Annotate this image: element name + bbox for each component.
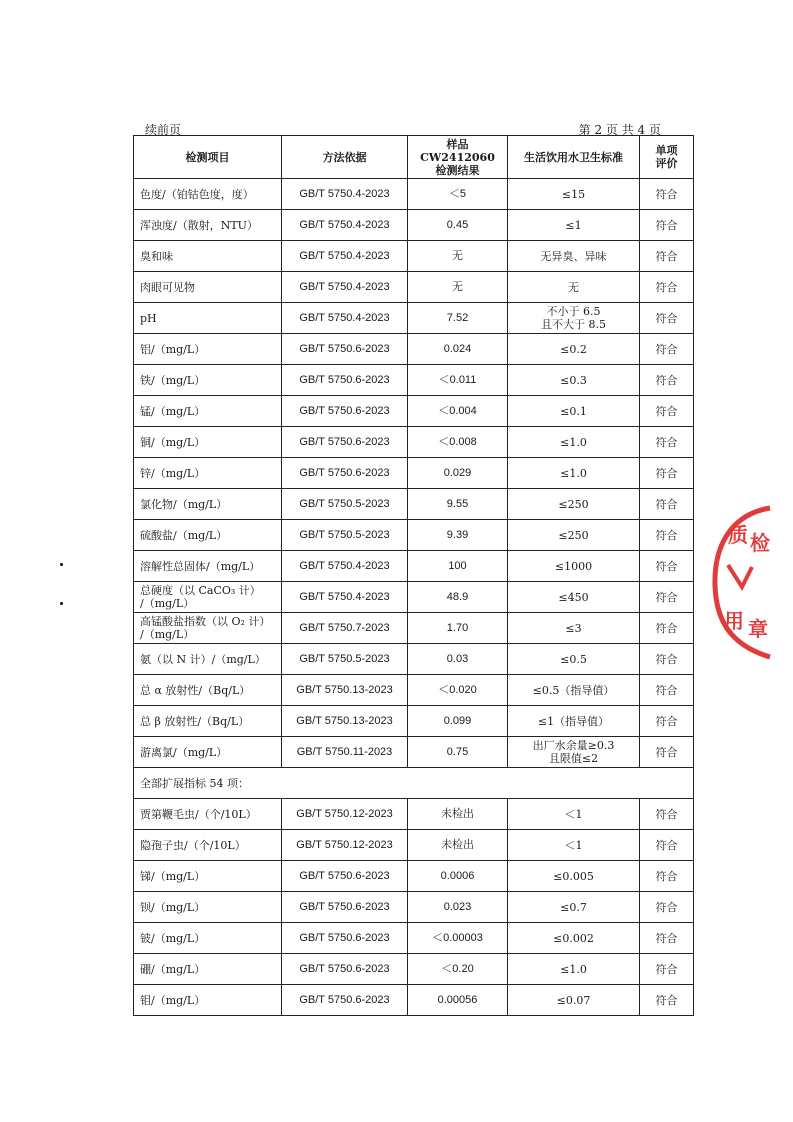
- item-cell: 铁/（mg/L）: [134, 365, 282, 396]
- table-row: [134, 489, 694, 520]
- method-cell: GB/T 5750.13-2023: [282, 675, 408, 706]
- table-row: [134, 334, 694, 365]
- evaluation-cell: 符合: [640, 706, 694, 737]
- method-cell: GB/T 5750.6-2023: [282, 985, 408, 1016]
- table-row: [134, 892, 694, 923]
- evaluation-cell: 符合: [640, 737, 694, 768]
- table-row: [134, 613, 694, 644]
- item-cell: 总硬度（以 CaCO₃ 计） /（mg/L）: [134, 582, 282, 613]
- item-cell: 硼/（mg/L）: [134, 954, 282, 985]
- result-cell: ＜0.004: [408, 396, 508, 427]
- standard-cell: ≤250: [508, 489, 640, 520]
- result-cell: 0.029: [408, 458, 508, 489]
- evaluation-cell: 符合: [640, 458, 694, 489]
- method-cell: GB/T 5750.6-2023: [282, 923, 408, 954]
- method-cell: GB/T 5750.4-2023: [282, 272, 408, 303]
- method-cell: GB/T 5750.7-2023: [282, 613, 408, 644]
- result-cell: 1.70: [408, 613, 508, 644]
- table-row: [134, 799, 694, 830]
- result-cell: ＜5: [408, 179, 508, 210]
- result-cell: ＜0.008: [408, 427, 508, 458]
- result-cell: 7.52: [408, 303, 508, 334]
- standard-cell: ≤0.3: [508, 365, 640, 396]
- table-row: [134, 303, 694, 334]
- evaluation-cell: 符合: [640, 892, 694, 923]
- result-cell: 0.099: [408, 706, 508, 737]
- table-row: [134, 582, 694, 613]
- item-cell: 浑浊度/（散射，NTU）: [134, 210, 282, 241]
- result-cell: 0.0006: [408, 861, 508, 892]
- col-header-item: 检测项目: [134, 136, 282, 179]
- item-cell: 硫酸盐/（mg/L）: [134, 520, 282, 551]
- result-cell: 9.55: [408, 489, 508, 520]
- standard-cell: ≤0.07: [508, 985, 640, 1016]
- test-results-table: [133, 135, 694, 1016]
- method-cell: GB/T 5750.6-2023: [282, 334, 408, 365]
- result-cell: 无: [408, 241, 508, 272]
- evaluation-cell: 符合: [640, 985, 694, 1016]
- method-cell: GB/T 5750.4-2023: [282, 303, 408, 334]
- result-cell: 100: [408, 551, 508, 582]
- evaluation-cell: 符合: [640, 272, 694, 303]
- evaluation-cell: 符合: [640, 365, 694, 396]
- evaluation-cell: 符合: [640, 210, 694, 241]
- standard-cell: ＜1: [508, 799, 640, 830]
- table-row: [134, 954, 694, 985]
- evaluation-cell: 符合: [640, 830, 694, 861]
- item-cell: 锑/（mg/L）: [134, 861, 282, 892]
- method-cell: GB/T 5750.4-2023: [282, 179, 408, 210]
- table-row: [134, 861, 694, 892]
- table-row: [134, 396, 694, 427]
- standard-cell: ≤0.005: [508, 861, 640, 892]
- method-cell: GB/T 5750.6-2023: [282, 861, 408, 892]
- table-row: [134, 737, 694, 768]
- stamp-char-2: 检: [750, 531, 770, 555]
- result-cell: ＜0.20: [408, 954, 508, 985]
- evaluation-cell: 符合: [640, 954, 694, 985]
- result-cell: ＜0.00003: [408, 923, 508, 954]
- evaluation-cell: 符合: [640, 861, 694, 892]
- col-header-evaluation: 单项 评价: [640, 136, 694, 179]
- standard-cell: ≤0.5（指导值）: [508, 675, 640, 706]
- method-cell: GB/T 5750.5-2023: [282, 520, 408, 551]
- item-cell: pH: [134, 303, 282, 334]
- table-row: [134, 458, 694, 489]
- standard-cell: ≤450: [508, 582, 640, 613]
- table-row: [134, 520, 694, 551]
- standard-cell: ≤3: [508, 613, 640, 644]
- evaluation-cell: 符合: [640, 303, 694, 334]
- standard-cell: ≤250: [508, 520, 640, 551]
- method-cell: GB/T 5750.4-2023: [282, 210, 408, 241]
- result-cell: 0.45: [408, 210, 508, 241]
- evaluation-cell: 符合: [640, 799, 694, 830]
- result-cell: ＜0.020: [408, 675, 508, 706]
- result-cell: 未检出: [408, 830, 508, 861]
- table-row: [134, 985, 694, 1016]
- evaluation-cell: 符合: [640, 334, 694, 365]
- stamp-char-1: 质: [728, 523, 748, 547]
- item-cell: 铍/（mg/L）: [134, 923, 282, 954]
- method-cell: GB/T 5750.13-2023: [282, 706, 408, 737]
- item-cell: 游离氯/（mg/L）: [134, 737, 282, 768]
- table-row: [134, 706, 694, 737]
- standard-cell: ≤1000: [508, 551, 640, 582]
- continued-label: 续前页: [145, 123, 182, 137]
- item-cell: 氯化物/（mg/L）: [134, 489, 282, 520]
- item-cell: 色度/（铂钴色度，度）: [134, 179, 282, 210]
- method-cell: GB/T 5750.4-2023: [282, 582, 408, 613]
- method-cell: GB/T 5750.6-2023: [282, 954, 408, 985]
- stamp-char-4: 章: [748, 617, 768, 641]
- evaluation-cell: 符合: [640, 675, 694, 706]
- evaluation-cell: 符合: [640, 644, 694, 675]
- result-cell: 48.9: [408, 582, 508, 613]
- item-cell: 隐孢子虫/（个/10L）: [134, 830, 282, 861]
- evaluation-cell: 符合: [640, 179, 694, 210]
- standard-cell: 不小于 6.5 且不大于 8.5: [508, 303, 640, 334]
- item-cell: 锰/（mg/L）: [134, 396, 282, 427]
- standard-cell: ≤0.1: [508, 396, 640, 427]
- evaluation-cell: 符合: [640, 396, 694, 427]
- standard-cell: ≤0.002: [508, 923, 640, 954]
- item-cell: 臭和味: [134, 241, 282, 272]
- result-cell: 0.023: [408, 892, 508, 923]
- standard-cell: ≤0.7: [508, 892, 640, 923]
- standard-cell: 无异臭、异味: [508, 241, 640, 272]
- result-cell: ＜0.011: [408, 365, 508, 396]
- item-cell: 总 β 放射性/（Bq/L）: [134, 706, 282, 737]
- col-header-method: 方法依据: [282, 136, 408, 179]
- result-cell: 0.00056: [408, 985, 508, 1016]
- item-cell: 铜/（mg/L）: [134, 427, 282, 458]
- item-cell: 高锰酸盐指数（以 O₂ 计） /（mg/L）: [134, 613, 282, 644]
- section-body: [134, 768, 694, 799]
- col-header-result: 样品 CW2412060 检测结果: [408, 136, 508, 179]
- table-row: [134, 210, 694, 241]
- method-cell: GB/T 5750.6-2023: [282, 892, 408, 923]
- evaluation-cell: 符合: [640, 520, 694, 551]
- item-cell: 总 α 放射性/（Bq/L）: [134, 675, 282, 706]
- standard-cell: ≤1（指导值）: [508, 706, 640, 737]
- method-cell: GB/T 5750.4-2023: [282, 241, 408, 272]
- item-cell: 钡/（mg/L）: [134, 892, 282, 923]
- method-cell: GB/T 5750.4-2023: [282, 551, 408, 582]
- scan-dot: [60, 602, 63, 605]
- method-cell: GB/T 5750.6-2023: [282, 427, 408, 458]
- table-row: [134, 551, 694, 582]
- method-cell: GB/T 5750.11-2023: [282, 737, 408, 768]
- evaluation-cell: 符合: [640, 923, 694, 954]
- standard-cell: ≤1.0: [508, 458, 640, 489]
- standard-cell: ＜1: [508, 830, 640, 861]
- standard-cell: ≤0.2: [508, 334, 640, 365]
- red-seal-stamp: [708, 505, 788, 660]
- evaluation-cell: 符合: [640, 551, 694, 582]
- result-cell: 0.75: [408, 737, 508, 768]
- item-cell: 氨（以 N 计）/（mg/L）: [134, 644, 282, 675]
- result-cell: 无: [408, 272, 508, 303]
- table-row: [134, 923, 694, 954]
- evaluation-cell: 符合: [640, 489, 694, 520]
- evaluation-cell: 符合: [640, 613, 694, 644]
- item-cell: 肉眼可见物: [134, 272, 282, 303]
- result-cell: 9.39: [408, 520, 508, 551]
- table-body: [134, 179, 694, 768]
- table-header-row: [134, 136, 694, 179]
- standard-cell: ≤1: [508, 210, 640, 241]
- evaluation-cell: 符合: [640, 427, 694, 458]
- result-cell: 0.024: [408, 334, 508, 365]
- item-cell: 贾第鞭毛虫/（个/10L）: [134, 799, 282, 830]
- result-cell: 0.03: [408, 644, 508, 675]
- evaluation-cell: 符合: [640, 241, 694, 272]
- stamp-char-3: 用: [724, 609, 744, 633]
- result-cell: 未检出: [408, 799, 508, 830]
- method-cell: GB/T 5750.5-2023: [282, 644, 408, 675]
- table-row: [134, 365, 694, 396]
- section-title: 全部扩展指标 54 项：: [134, 768, 694, 799]
- table-row: [134, 179, 694, 210]
- table-row: [134, 644, 694, 675]
- method-cell: GB/T 5750.12-2023: [282, 830, 408, 861]
- table-row: [134, 830, 694, 861]
- standard-cell: ≤1.0: [508, 427, 640, 458]
- method-cell: GB/T 5750.5-2023: [282, 489, 408, 520]
- standard-cell: ≤0.5: [508, 644, 640, 675]
- method-cell: GB/T 5750.12-2023: [282, 799, 408, 830]
- method-cell: GB/T 5750.6-2023: [282, 365, 408, 396]
- extended-table-body: [134, 799, 694, 1016]
- item-cell: 铝/（mg/L）: [134, 334, 282, 365]
- standard-cell: 出厂水余量≥0.3 且限值≤2: [508, 737, 640, 768]
- scan-dot: [60, 563, 63, 566]
- table-row: [134, 241, 694, 272]
- item-cell: 锌/（mg/L）: [134, 458, 282, 489]
- table-row: [134, 272, 694, 303]
- section-row: [134, 768, 694, 799]
- col-header-standard: 生活饮用水卫生标准: [508, 136, 640, 179]
- table-row: [134, 675, 694, 706]
- method-cell: GB/T 5750.6-2023: [282, 458, 408, 489]
- standard-cell: ≤15: [508, 179, 640, 210]
- item-cell: 溶解性总固体/（mg/L）: [134, 551, 282, 582]
- evaluation-cell: 符合: [640, 582, 694, 613]
- method-cell: GB/T 5750.6-2023: [282, 396, 408, 427]
- standard-cell: ≤1.0: [508, 954, 640, 985]
- standard-cell: 无: [508, 272, 640, 303]
- page-number: 第 2 页 共 4 页: [578, 123, 661, 137]
- table-row: [134, 427, 694, 458]
- item-cell: 钼/（mg/L）: [134, 985, 282, 1016]
